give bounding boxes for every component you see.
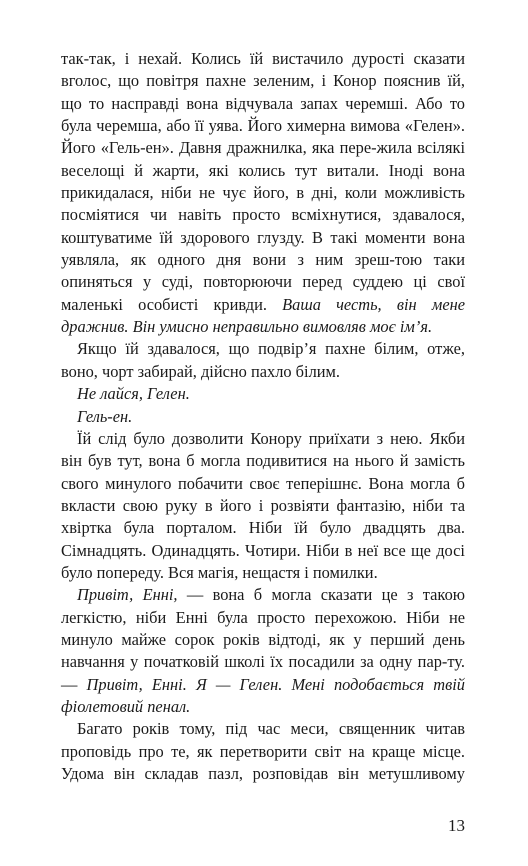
text-line: Іноді вона прикидалася, ніби не чує його, в дні, коли	[61, 160, 465, 203]
text-line: ту. —	[61, 652, 465, 694]
text-line: Багато років тому, під час меси, священник читав	[77, 719, 465, 739]
text-line: навчання у початковій школі їх посадили за одну пар-	[61, 652, 448, 672]
text-line: воно, чорт забирай, дійсно пахло білим.	[61, 361, 340, 381]
text-line: що то насправді вона відчувала запах черемші. Або	[61, 93, 443, 113]
text-line: проповідь про те, як перетворити світ на краще місце.	[61, 741, 465, 761]
italic-quote: Ваша честь, він мене	[282, 294, 465, 314]
text-line: він був тут, вона б могла подивитися на нього й замість	[61, 451, 465, 471]
paragraph-7	[61, 718, 465, 785]
text-line: «Гелен». Його «Гель-ен». Давня дражнилка, яка пере-	[61, 116, 465, 158]
text-line: досі було попереду. Вся магія, нещастя і помилки.	[61, 540, 465, 582]
paragraph-1	[61, 48, 465, 338]
paragraph-2	[61, 338, 465, 383]
italic-quote: Привіт, Енні,	[77, 585, 178, 605]
text-line: легкістю, ніби Енні була просто перехожою. Ніби не	[61, 607, 465, 627]
text-line: Удома він складав пазл, розповідав він метушливому	[61, 764, 465, 783]
italic-dialogue: Гель-ен.	[77, 406, 133, 426]
text-line: минуло майже сорок років відтоді, як у перший день	[61, 629, 465, 649]
italic-dialogue: Не лайся, Гелен.	[77, 384, 190, 404]
italic-quote: дражнив. Він умисно неправильно вимовляв моє ім’я.	[61, 317, 433, 337]
page-number: 13	[448, 816, 465, 835]
text-line: та хвіртка була порталом. Ніби їй було двадцять два.	[61, 495, 465, 538]
text-line: вкласти свою руку в його і розвіяти фантазію, ніби	[61, 495, 444, 515]
text-line: Якщо їй здавалося, що подвір’я пахне білим, отже,	[77, 339, 465, 359]
text-line: свого минулого побачити своє теперішнє. Вона могла б	[61, 473, 465, 493]
text-line: — вона б могла сказати це з такою	[177, 585, 466, 605]
paragraph-4	[61, 406, 465, 428]
text-line: вголос, що повітря пахне зеленим, і Конор пояснив їй,	[61, 71, 465, 91]
paragraph-6	[61, 584, 465, 718]
text-line: то була черемша, або її уява. Його химерна вимова	[61, 93, 465, 136]
italic-quote: фіолетовий пенал.	[61, 696, 191, 716]
paragraph-3	[61, 383, 465, 405]
text-line: Їй слід було дозволити Конору приїхати з нею. Якби	[77, 428, 465, 448]
text-line: так-так, і нехай. Колись їй вистачило дурості сказати	[61, 49, 465, 68]
text-line: жила всілякі веселощі й жарти, які колись тут витали.	[61, 138, 466, 180]
text-line: можливість посміятися чи навіть просто всміхнутися,	[61, 183, 465, 225]
text-line: ці свої маленькі особисті кривди.	[61, 272, 465, 314]
text-line: тою таки опиняться у суді, повторюючи перед суддею	[61, 250, 465, 292]
text-line: Сімнадцять. Одинадцять. Чотири. Ніби в неї все ще	[61, 540, 431, 560]
body-text	[61, 48, 465, 785]
italic-quote: Привіт, Енні. Я — Гелен. Мені подобається твій	[86, 674, 465, 694]
text-line: моменти вона уявляла, як одного дня вони з ним зреш-	[61, 227, 465, 270]
text-line: здавалося, коштуватиме їй здорового глузду. В такі	[61, 205, 465, 247]
paragraph-5	[61, 428, 465, 584]
